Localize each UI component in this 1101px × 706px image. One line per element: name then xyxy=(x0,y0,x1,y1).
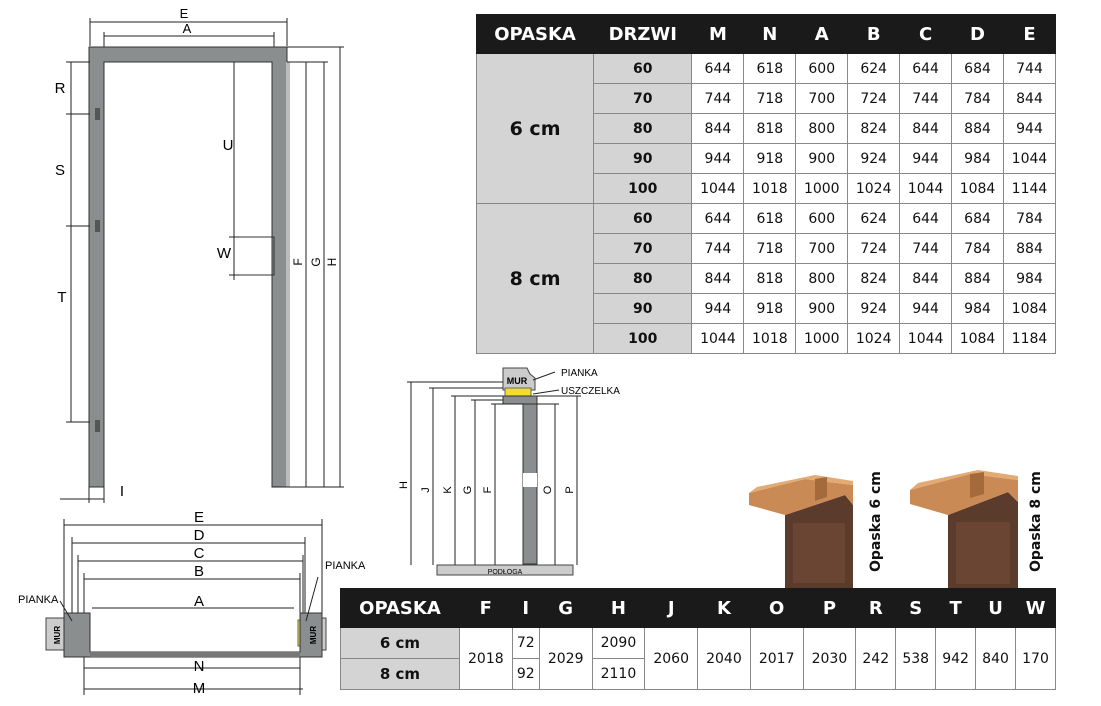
value-cell: 684 xyxy=(952,204,1004,234)
value-cell: 884 xyxy=(952,114,1004,144)
drzwi-cell: 70 xyxy=(594,234,692,264)
cell-h-8: 2110 xyxy=(592,659,645,690)
front-label-s: S xyxy=(54,162,66,179)
value-cell: 784 xyxy=(952,234,1004,264)
value-cell: 918 xyxy=(744,294,796,324)
value-cell: 900 xyxy=(796,144,848,174)
value-cell: 700 xyxy=(796,84,848,114)
value-cell: 718 xyxy=(744,234,796,264)
value-cell: 824 xyxy=(848,114,900,144)
value-cell: 800 xyxy=(796,264,848,294)
value-cell: 724 xyxy=(848,84,900,114)
value-cell: 724 xyxy=(848,234,900,264)
value-cell: 844 xyxy=(900,114,952,144)
header-h: H xyxy=(592,589,645,628)
cell-f: 2018 xyxy=(459,628,512,690)
value-cell: 644 xyxy=(900,54,952,84)
value-cell: 684 xyxy=(952,54,1004,84)
section-label-f: F xyxy=(482,486,494,494)
plan-view-drawing xyxy=(0,505,370,705)
plan-mur-right: MUR xyxy=(309,625,318,645)
section-pianka: PIANKA xyxy=(561,368,598,379)
dimension-table-bottom xyxy=(340,588,1056,690)
plan-mur-left: MUR xyxy=(53,625,62,645)
value-cell: 918 xyxy=(744,144,796,174)
section-label-o: O xyxy=(542,485,554,495)
header-n: N xyxy=(744,15,796,54)
plan-label-d: D xyxy=(193,527,205,544)
value-cell: 1018 xyxy=(744,324,796,354)
front-label-h: H xyxy=(325,257,339,267)
value-cell: 644 xyxy=(692,54,744,84)
header-o: O xyxy=(750,589,803,628)
cell-i-8: 92 xyxy=(512,659,539,690)
product-opaska-8 xyxy=(908,470,1023,590)
value-cell: 984 xyxy=(952,294,1004,324)
plan-pianka-left: PIANKA xyxy=(18,594,59,606)
value-cell: 624 xyxy=(848,204,900,234)
value-cell: 844 xyxy=(692,264,744,294)
section-label-j: J xyxy=(420,487,432,493)
drzwi-cell: 100 xyxy=(594,324,692,354)
value-cell: 944 xyxy=(1003,114,1055,144)
front-label-e: E xyxy=(179,6,189,21)
value-cell: 618 xyxy=(744,54,796,84)
header-c: C xyxy=(900,15,952,54)
value-cell: 784 xyxy=(952,84,1004,114)
value-cell: 600 xyxy=(796,204,848,234)
cell-s: 538 xyxy=(896,628,936,690)
header-u: U xyxy=(976,589,1016,628)
value-cell: 818 xyxy=(744,114,796,144)
value-cell: 984 xyxy=(1003,264,1055,294)
front-label-g: G xyxy=(309,257,323,267)
drzwi-cell: 80 xyxy=(594,264,692,294)
section-podloga: PODŁOGA xyxy=(487,569,523,576)
drzwi-cell: 90 xyxy=(594,144,692,174)
value-cell: 624 xyxy=(848,54,900,84)
header-r: R xyxy=(856,589,896,628)
value-cell: 644 xyxy=(900,204,952,234)
front-label-w: W xyxy=(216,245,232,262)
front-view-drawing xyxy=(0,0,350,505)
cell-u: 840 xyxy=(976,628,1016,690)
header-opaska: OPASKA xyxy=(341,589,460,628)
value-cell: 744 xyxy=(692,84,744,114)
value-cell: 844 xyxy=(1003,84,1055,114)
product-label-8: Opaska 8 cm xyxy=(1028,471,1044,572)
value-cell: 784 xyxy=(1003,204,1055,234)
value-cell: 1044 xyxy=(1003,144,1055,174)
value-cell: 744 xyxy=(1003,54,1055,84)
value-cell: 900 xyxy=(796,294,848,324)
value-cell: 644 xyxy=(692,204,744,234)
table-header-row xyxy=(477,15,1056,54)
cell-h-6: 2090 xyxy=(592,628,645,659)
header-k: K xyxy=(698,589,751,628)
cell-g: 2029 xyxy=(539,628,592,690)
value-cell: 1000 xyxy=(796,174,848,204)
cell-j: 2060 xyxy=(645,628,698,690)
value-cell: 944 xyxy=(692,144,744,174)
front-label-a: A xyxy=(182,21,192,36)
section-label-g: G xyxy=(462,485,474,495)
value-cell: 944 xyxy=(900,294,952,324)
plan-pianka-right: PIANKA xyxy=(325,560,366,572)
value-cell: 1024 xyxy=(848,174,900,204)
header-j: J xyxy=(645,589,698,628)
value-cell: 1018 xyxy=(744,174,796,204)
header-b: B xyxy=(848,15,900,54)
value-cell: 824 xyxy=(848,264,900,294)
value-cell: 1044 xyxy=(692,174,744,204)
value-cell: 944 xyxy=(900,144,952,174)
header-drzwi: DRZWI xyxy=(594,15,692,54)
header-opaska: OPASKA xyxy=(477,15,594,54)
value-cell: 844 xyxy=(900,264,952,294)
plan-label-c: C xyxy=(193,545,205,562)
header-w: W xyxy=(1015,589,1055,628)
value-cell: 924 xyxy=(848,144,900,174)
front-label-u: U xyxy=(222,137,234,154)
table-row xyxy=(341,628,1056,659)
header-g: G xyxy=(539,589,592,628)
value-cell: 1044 xyxy=(692,324,744,354)
cell-p: 2030 xyxy=(803,628,856,690)
section-label-h: H xyxy=(398,481,410,489)
value-cell: 924 xyxy=(848,294,900,324)
table-row xyxy=(477,204,1056,234)
header-i: I xyxy=(512,589,539,628)
value-cell: 618 xyxy=(744,204,796,234)
plan-label-e: E xyxy=(193,509,205,526)
plan-label-a: A xyxy=(193,593,205,610)
value-cell: 984 xyxy=(952,144,1004,174)
value-cell: 1000 xyxy=(796,324,848,354)
header-f: F xyxy=(459,589,512,628)
cell-k: 2040 xyxy=(698,628,751,690)
value-cell: 1044 xyxy=(900,174,952,204)
drzwi-cell: 60 xyxy=(594,54,692,84)
header-s: S xyxy=(896,589,936,628)
drzwi-cell: 60 xyxy=(594,204,692,234)
header-e: E xyxy=(1003,15,1055,54)
drzwi-cell: 90 xyxy=(594,294,692,324)
product-label-6: Opaska 6 cm xyxy=(868,471,884,572)
front-label-t: T xyxy=(57,289,67,306)
drzwi-cell: 70 xyxy=(594,84,692,114)
value-cell: 744 xyxy=(900,84,952,114)
value-cell: 744 xyxy=(900,234,952,264)
plan-label-n: N xyxy=(193,658,205,675)
drzwi-cell: 100 xyxy=(594,174,692,204)
drzwi-cell: 80 xyxy=(594,114,692,144)
group-label-0: 6 cm xyxy=(477,54,594,204)
value-cell: 1184 xyxy=(1003,324,1055,354)
row-label-8cm: 8 cm xyxy=(341,659,460,690)
plan-label-m: M xyxy=(192,680,206,697)
value-cell: 884 xyxy=(1003,234,1055,264)
section-view-drawing xyxy=(395,360,635,580)
cell-r: 242 xyxy=(856,628,896,690)
table-row xyxy=(477,54,1056,84)
section-label-k: K xyxy=(442,486,454,494)
value-cell: 1044 xyxy=(900,324,952,354)
value-cell: 1024 xyxy=(848,324,900,354)
value-cell: 700 xyxy=(796,234,848,264)
cell-i-6: 72 xyxy=(512,628,539,659)
value-cell: 844 xyxy=(692,114,744,144)
section-mur: MUR xyxy=(506,376,528,386)
cell-t: 942 xyxy=(936,628,976,690)
value-cell: 744 xyxy=(692,234,744,264)
front-label-r: R xyxy=(54,80,66,97)
value-cell: 944 xyxy=(692,294,744,324)
value-cell: 600 xyxy=(796,54,848,84)
value-cell: 818 xyxy=(744,264,796,294)
value-cell: 1084 xyxy=(952,174,1004,204)
section-label-p: P xyxy=(564,486,576,494)
header-a: A xyxy=(796,15,848,54)
header-p: P xyxy=(803,589,856,628)
cell-o: 2017 xyxy=(750,628,803,690)
value-cell: 1084 xyxy=(952,324,1004,354)
value-cell: 1144 xyxy=(1003,174,1055,204)
value-cell: 1084 xyxy=(1003,294,1055,324)
value-cell: 800 xyxy=(796,114,848,144)
cell-w: 170 xyxy=(1015,628,1055,690)
front-label-f: F xyxy=(291,258,305,266)
plan-label-b: B xyxy=(193,563,205,580)
table-header-row xyxy=(341,589,1056,628)
header-t: T xyxy=(936,589,976,628)
front-label-i: I xyxy=(119,483,125,500)
value-cell: 884 xyxy=(952,264,1004,294)
header-d: D xyxy=(952,15,1004,54)
dimension-table-main xyxy=(476,14,1056,354)
section-uszczelka: USZCZELKA xyxy=(561,386,620,397)
header-m: M xyxy=(692,15,744,54)
product-opaska-6 xyxy=(745,475,860,590)
value-cell: 718 xyxy=(744,84,796,114)
row-label-6cm: 6 cm xyxy=(341,628,460,659)
group-label-1: 8 cm xyxy=(477,204,594,354)
